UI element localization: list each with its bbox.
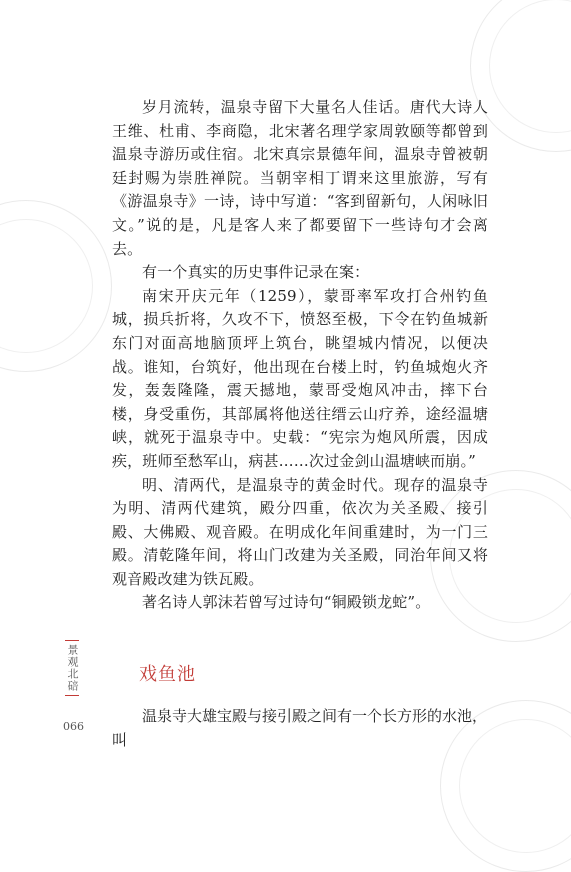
running-header bbox=[62, 640, 82, 696]
divider bbox=[65, 695, 79, 696]
paragraph: 温泉寺大雄宝殿与接引殿之间有一个长方形的水池，叫 bbox=[112, 707, 488, 749]
paragraph: 南宋开庆元年（1259），蒙哥率军攻打合州钓鱼城，损兵折将，久攻不下，愤怒至极，下令在钓鱼城新东门对面高地脑顶坪上筑台，眺望城内情况，以便决战。谁知，台筑好，他出现在台楼上时，钓鱼城炮火齐发，轰轰隆隆，震天撼地，蒙哥受炮风冲击，摔下台楼，身受重伤，其部属将他送往缙云山疗养，途经温塘峡，就死于温泉寺中。史载：“宪宗为炮风所震，因成疾，班师至愁军山，病甚……次过金剑山温塘峡而崩。” bbox=[112, 286, 488, 470]
paragraph: 著名诗人郭沫若曾写过诗句“铜殿锁龙蛇”。 bbox=[142, 593, 431, 612]
paragraph: 岁月流转，温泉寺留下大量名人佳话。唐代大诗人王维、杜甫、李商隐，北宋著名理学家周敦颐等都曾到温泉寺游历或住宿。北宋真宗景德年间，温泉寺曾被朝廷封赐为崇胜禅院。当朝宰相丁谓来这里旅游，写有《游温泉寺》一诗，诗中写道：“客到留新句，人闲咏旧文。”说的是，凡是客人来了都要留下一些诗句才会离去。 bbox=[112, 98, 488, 258]
book-title: 景观北碚 bbox=[66, 644, 79, 692]
paragraph: 有一个真实的历史事件记录在案： bbox=[142, 263, 370, 282]
page-number: 066 bbox=[63, 720, 84, 733]
watermark-circle bbox=[0, 200, 112, 372]
section-title: 戏鱼池 bbox=[139, 664, 196, 685]
divider bbox=[65, 640, 79, 641]
section-body bbox=[112, 705, 488, 752]
body-text bbox=[112, 96, 488, 615]
paragraph: 明、清两代，是温泉寺的黄金时代。现存的温泉寺为明、清两代建筑，殿分四重，依次为关圣殿、接引殿、大佛殿、观音殿。在明成化年间重建时，为一门三殿。清乾隆年间，将山门改建为关圣殿，同治年间又将观音殿改建为铁瓦殿。 bbox=[112, 475, 488, 588]
